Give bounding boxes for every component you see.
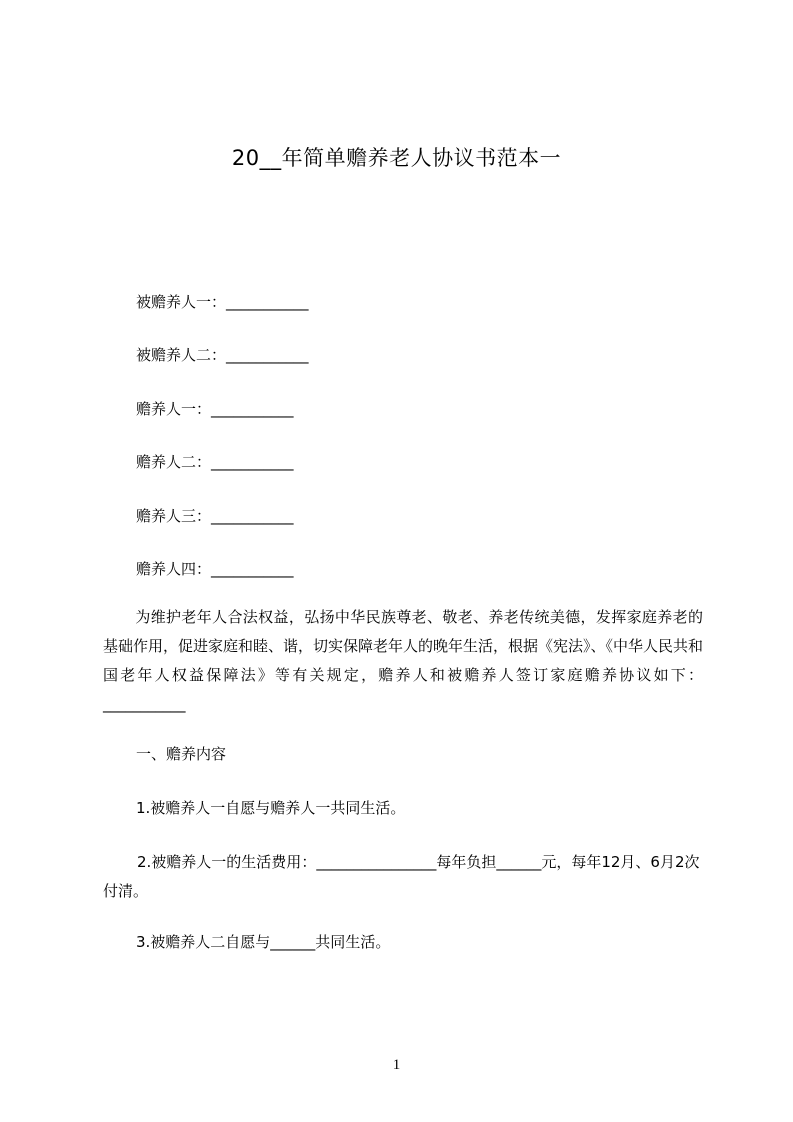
- party-line-dependent-1: [136, 292, 309, 312]
- party-label: 赡养人三：: [136, 507, 212, 525]
- clause-2: [103, 848, 703, 906]
- party-line-supporter-3: [136, 506, 294, 526]
- party-line-supporter-1: [136, 399, 294, 419]
- party-label: 赡养人一：: [136, 400, 212, 418]
- party-label: 被赡养人二：: [136, 346, 227, 364]
- document-title: 20__年简单赡养老人协议书范本一: [231, 146, 562, 170]
- intro-paragraph: [103, 603, 703, 719]
- section-heading: 一、赡养内容: [136, 745, 227, 763]
- intro-text: 为维护老年人合法权益，弘扬中华民族尊老、敬老、养老传统美德，发挥家庭养老的基础作用，促进家庭和睦、谐，切实保障老年人的晚年生活，根据《宪法》、《中华人民共和国老年人权益保障法》等有关规定，赡养人和被赡养人签订家庭赡养协议如下：___________: [103, 608, 704, 713]
- party-line-supporter-4: [136, 559, 294, 579]
- page-number: 1: [392, 1057, 401, 1073]
- party-blank: ___________: [211, 400, 294, 418]
- party-blank: ___________: [211, 560, 294, 578]
- party-blank: ___________: [211, 507, 294, 525]
- clause-3: 3.被赡养人二自愿与______共同生活。: [136, 933, 391, 951]
- clause-1: 1.被赡养人一自愿与赡养人一共同生活。: [136, 799, 406, 817]
- clause-2-text: 2.被赡养人一的生活费用：________________每年负担______元，每年12月、6月2次付清。: [103, 853, 700, 900]
- party-blank: ___________: [226, 293, 309, 311]
- party-blank: ___________: [211, 453, 294, 471]
- party-label: 赡养人四：: [136, 560, 212, 578]
- party-label: 被赡养人一：: [136, 293, 227, 311]
- party-line-dependent-2: [136, 345, 309, 365]
- party-line-supporter-2: [136, 452, 294, 472]
- party-blank: ___________: [226, 346, 309, 364]
- party-label: 赡养人二：: [136, 453, 212, 471]
